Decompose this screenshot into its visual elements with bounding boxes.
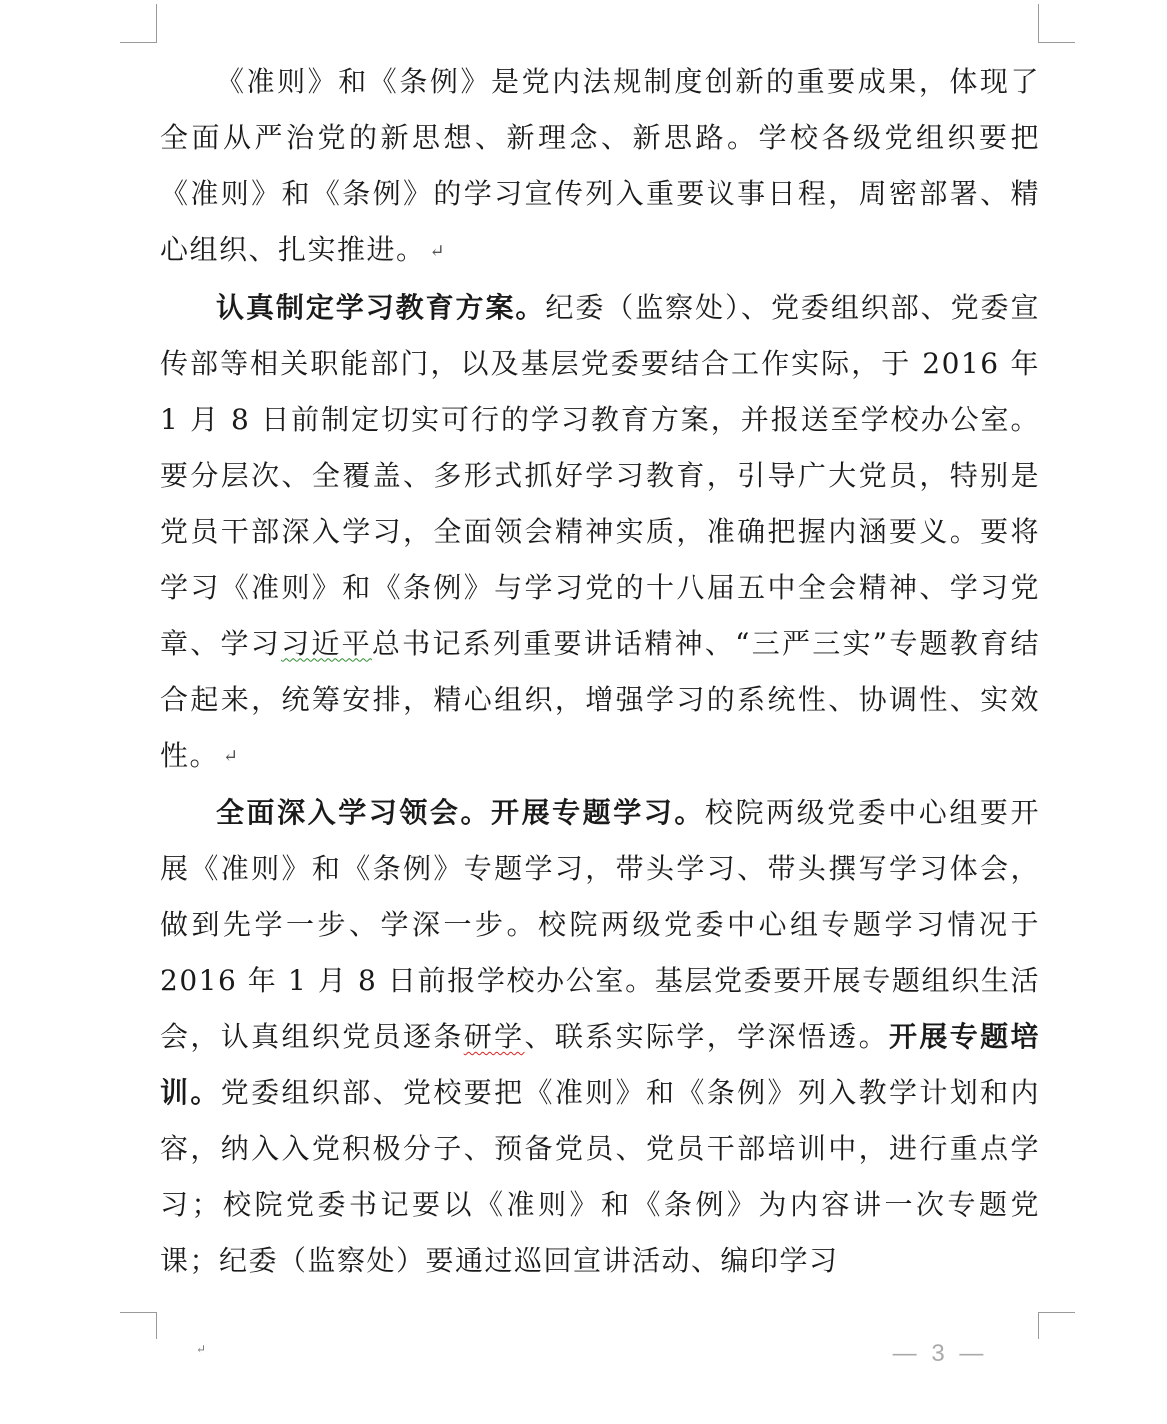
paragraph-mark-icon: ↵ — [223, 746, 240, 767]
paragraph-3-text-b: 、联系实际学，学深悟透。 — [524, 1020, 889, 1053]
spelling-flagged-word[interactable]: 研学 — [463, 1020, 525, 1053]
page-number: — 3 — — [892, 1340, 988, 1367]
paragraph-3-heading: 全面深入学习领会。开展专题学习。 — [216, 796, 705, 829]
crop-mark-bottom-right — [1038, 1312, 1075, 1339]
paragraph-2-text-a: 纪委（监察处）、党委组织部、党委宣传部等相关职能部门，以及基层党委要结合工作实际，于 2016 年 1 月 8 日前制定切实可行的学习教育方案，并报送至学校办公室。要分层次、全覆盖、多形式抓好学习教育，引导广大党员，特别是党员干部深入学习，全面领会精神实质，准确把握内涵要义。要将学习《准则》和《条例》与学习党的十八届五中全会精神、学习党章、学习 — [160, 290, 1040, 660]
paragraph-2[interactable] — [160, 280, 1040, 786]
paragraph-3-text-a: 校院两级党委中心组要开展《准则》和《条例》专题学习，带头学习、带头撰写学习体会，做到先学一步、学深一步。校院两级党委中心组专题学习情况于 2016 年 1 月 8 日前报学校办公室。基层党委要开展专题组织生活会，认真组织党员逐条 — [160, 796, 1040, 1053]
paragraph-1[interactable] — [160, 54, 1040, 280]
paragraph-2-text-b: 总书记系列重要讲话精神、“三严三实”专题教育结合起来，统筹安排，精心组织，增强学习的系统性、协调性、实效性。 — [160, 626, 1040, 772]
footer-paragraph-mark-icon: ↵ — [196, 1342, 207, 1356]
paragraph-mark-icon: ↵ — [429, 240, 447, 262]
paragraph-3[interactable] — [160, 785, 1040, 1289]
crop-mark-top-left — [120, 4, 157, 43]
crop-mark-bottom-left — [120, 1312, 157, 1339]
paragraph-2-heading: 认真制定学习教育方案。 — [216, 290, 546, 324]
grammar-flagged-word[interactable]: 习近平 — [281, 626, 372, 660]
document-body[interactable] — [160, 54, 1040, 1289]
paragraph-3-subheading: 开展专题培训。 — [160, 1020, 1040, 1109]
paragraph-1-text: 《准则》和《条例》是党内法规制度创新的重要成果，体现了全面从严治党的新思想、新理念、新思路。学校各级党组织要把《准则》和《条例》的学习宣传列入重要议事日程，周密部署、精心组织、扎实推进。 — [160, 65, 1040, 266]
paragraph-3-text-c: 党委组织部、党校要把《准则》和《条例》列入教学计划和内容，纳入入党积极分子、预备党员、党员干部培训中，进行重点学习；校院党委书记要以《准则》和《条例》为内容讲一次专题党课；纪委（监察处）要通过巡回宣讲活动、编印学习 — [160, 1076, 1040, 1277]
crop-mark-top-right — [1038, 4, 1075, 43]
